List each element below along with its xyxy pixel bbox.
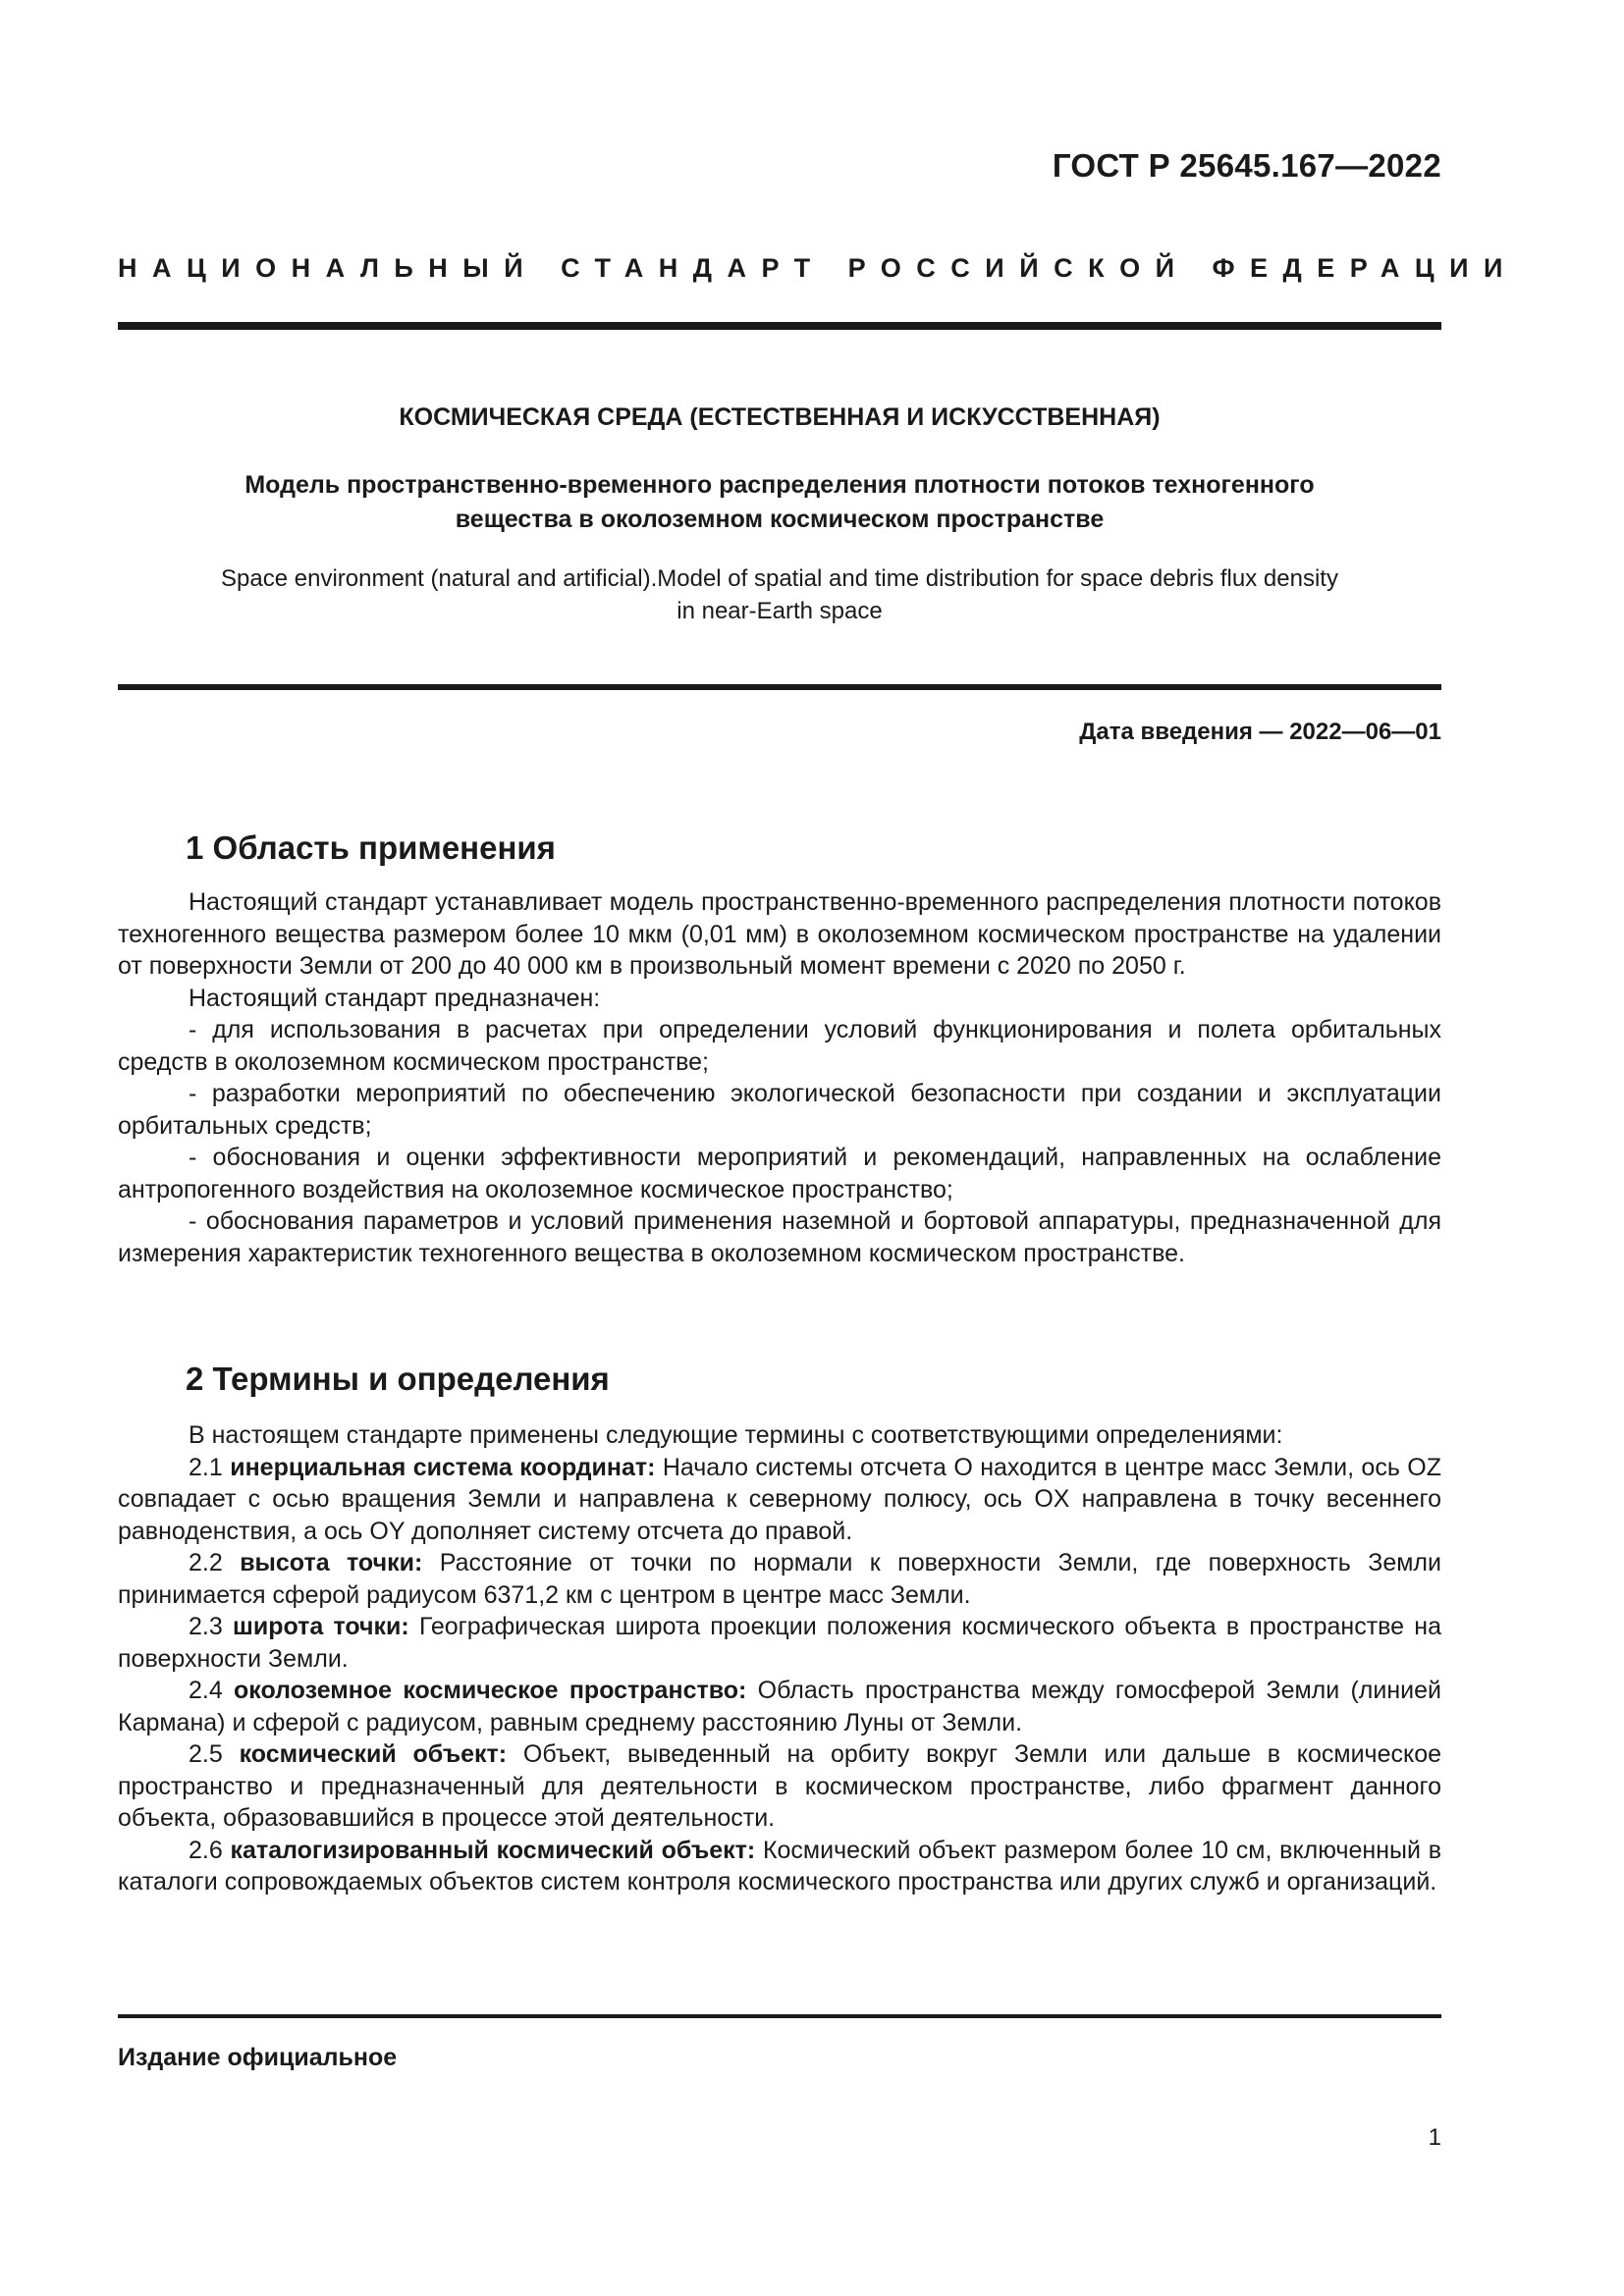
- term-entry: [118, 1611, 1441, 1675]
- term-name: инерциальная система координат:: [230, 1453, 656, 1481]
- subtitle-line-1: Модель пространственно-временного распределения плотности потоков техногенного: [244, 471, 1315, 499]
- term-entry: [118, 1452, 1441, 1548]
- purpose-list-item: - для использования в расчетах при определении условий функционирования и полета орбитальных средств в околоземном космическом пространстве;: [118, 1016, 1441, 1076]
- document-page: [118, 0, 1518, 2296]
- term-definition: Объект, выведенный на орбиту вокруг Земли или дальше в космическое пространство и предназначенный для деятельности в космическом пространстве, либо фрагмент данного объекта, образовавшийся в процессе этой деятельности.: [118, 1740, 1442, 1832]
- term-number: 2.5: [189, 1740, 223, 1768]
- introduction-date: Дата введения — 2022—06—01: [1079, 719, 1441, 745]
- term-number: 2.4: [189, 1677, 223, 1704]
- purpose-list-item: - разработки мероприятий по обеспечению экологической безопасности при создании и эксплуатации орбитальных средств;: [118, 1080, 1441, 1140]
- english-title: [118, 562, 1441, 627]
- purpose-paragraph: Настоящий стандарт предназначен:: [189, 984, 601, 1012]
- term-definition: Географическая широта проекции положения космического объекта в пространстве на поверхности Земли.: [118, 1613, 1441, 1673]
- section-1-body: [118, 886, 1441, 1269]
- term-name: высота точки:: [240, 1549, 423, 1576]
- term-name: околоземное космическое пространство:: [234, 1677, 747, 1704]
- term-definition: Начало системы отсчета О находится в центре масс Земли, ось OZ совпадает с осью вращения Земли и направлена к северному полюсу, ось OX направлена в точку весеннего равноденствия, а ось OY дополняет систему отсчета до правой.: [118, 1453, 1442, 1545]
- page-number: 1: [1428, 2124, 1441, 2151]
- section-2-heading: 2 Термины и определения: [186, 1361, 610, 1397]
- footer-divider: [118, 2014, 1441, 2018]
- scope-paragraph: Настоящий стандарт устанавливает модель пространственно-временного распределения плотности потоков техногенного вещества размером более 10 мкм (0,01 мм) в околоземном космическом пространстве на удалении от поверхности Земли от 200 до 40 000 км в произвольный момент времени с 2020 по 2050 г.: [118, 888, 1441, 980]
- term-definition: Расстояние от точки по нормали к поверхности Земли, где поверхность Земли принимается сферой радиусом 6371,2 км с центром в центре масс Земли.: [118, 1549, 1441, 1609]
- section-1-heading: 1 Область применения: [186, 829, 556, 866]
- term-number: 2.1: [189, 1453, 223, 1481]
- term-number: 2.3: [189, 1613, 223, 1640]
- term-number: 2.6: [189, 1836, 223, 1864]
- subtitle-line-2: вещества в околоземном космическом пространстве: [455, 506, 1105, 533]
- document-subtitle: [118, 468, 1441, 537]
- term-name: каталогизированный космический объект:: [230, 1836, 756, 1864]
- document-number: ГОСТ Р 25645.167—2022: [1052, 147, 1441, 184]
- document-title: КОСМИЧЕСКАЯ СРЕДА (ЕСТЕСТВЕННАЯ И ИСКУССТВЕННАЯ): [399, 403, 1161, 431]
- term-definition: Космический объект размером более 10 см, включенный в каталоги сопровождаемых объектов систем контроля космического пространства или других служб и организаций.: [118, 1836, 1441, 1896]
- national-standard-banner: НАЦИОНАЛЬНЫЙ СТАНДАРТ РОССИЙСКОЙ ФЕДЕРАЦИИ: [118, 253, 1518, 283]
- term-entry: [118, 1547, 1441, 1611]
- english-title-line-2: in near-Earth space: [677, 598, 883, 624]
- english-title-line-1: Space environment (natural and artificial).Model of spatial and time distribution for space debris flux density: [221, 565, 1338, 592]
- term-entry: [118, 1835, 1441, 1898]
- terms-intro: В настоящем стандарте применены следующие термины с соответствующими определениями:: [189, 1421, 1283, 1449]
- term-name: широта точки:: [232, 1613, 409, 1640]
- purpose-list-item: - обоснования параметров и условий применения наземной и бортовой аппаратуры, предназначенной для измерения характеристик техногенного вещества в околоземном космическом пространстве.: [118, 1207, 1441, 1267]
- term-entry: [118, 1738, 1441, 1835]
- section-2-body: [118, 1419, 1441, 1898]
- title-divider: [118, 684, 1441, 690]
- top-divider: [118, 322, 1441, 330]
- purpose-list-item: - обоснования и оценки эффективности мероприятий и рекомендаций, направленных на ослабление антропогенного воздействия на околоземное космическое пространство;: [118, 1144, 1441, 1203]
- term-definition: Область пространства между гомосферой Земли (линией Кармана) и сферой с радиусом, равным среднему расстоянию Луны от Земли.: [118, 1677, 1441, 1736]
- term-name: космический объект:: [239, 1740, 508, 1768]
- term-number: 2.2: [189, 1549, 223, 1576]
- term-entry: [118, 1675, 1441, 1738]
- official-edition-label: Издание официальное: [118, 2044, 398, 2071]
